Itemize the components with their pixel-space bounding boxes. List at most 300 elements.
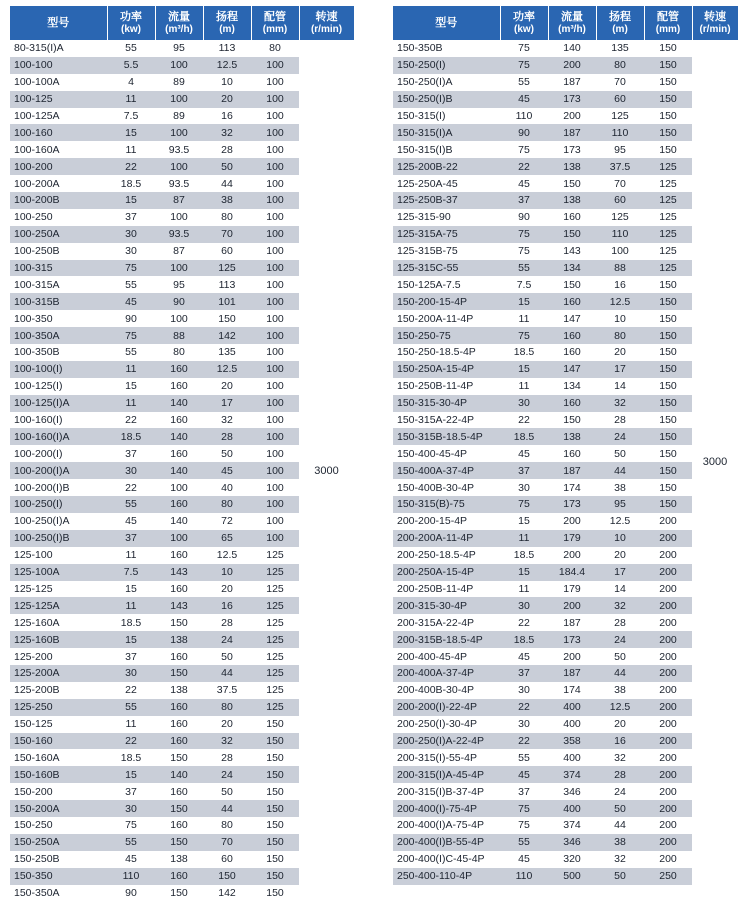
cell-flow: 100 <box>155 124 203 141</box>
cell-model: 200-315(I)B-37-4P <box>393 783 500 800</box>
table-row <box>393 648 738 665</box>
table-row <box>393 310 738 327</box>
cell-model: 125-100A <box>10 564 107 581</box>
cell-head: 24 <box>596 428 644 445</box>
cell-head: 14 <box>596 581 644 598</box>
cell-head: 28 <box>596 766 644 783</box>
cell-power: 110 <box>107 868 155 885</box>
cell-power: 5.5 <box>107 57 155 74</box>
cell-model: 150-160B <box>10 766 107 783</box>
cell-flow: 174 <box>548 479 596 496</box>
cell-pipe: 200 <box>644 766 692 783</box>
cell-flow: 100 <box>155 209 203 226</box>
cell-power: 55 <box>107 496 155 513</box>
cell-power: 15 <box>107 581 155 598</box>
cell-power: 45 <box>107 293 155 310</box>
cell-pipe: 150 <box>251 733 299 750</box>
table-row <box>393 614 738 631</box>
cell-power: 45 <box>107 851 155 868</box>
cell-model: 100-250A <box>10 226 107 243</box>
cell-power: 22 <box>107 733 155 750</box>
cell-pipe: 100 <box>251 192 299 209</box>
cell-pipe: 125 <box>644 192 692 209</box>
cell-head: 50 <box>203 158 251 175</box>
cell-head: 44 <box>203 665 251 682</box>
table-row <box>393 631 738 648</box>
cell-power: 18.5 <box>500 631 548 648</box>
table-row <box>393 344 738 361</box>
cell-pipe: 100 <box>251 395 299 412</box>
cell-flow: 400 <box>548 699 596 716</box>
cell-power: 55 <box>107 834 155 851</box>
cell-flow: 138 <box>548 428 596 445</box>
cell-power: 90 <box>107 885 155 902</box>
cell-head: 80 <box>596 57 644 74</box>
cell-power: 15 <box>107 631 155 648</box>
cell-pipe: 100 <box>251 175 299 192</box>
cell-pipe: 200 <box>644 800 692 817</box>
cell-flow: 187 <box>548 665 596 682</box>
cell-pipe: 150 <box>644 74 692 91</box>
cell-power: 37 <box>500 192 548 209</box>
cell-flow: 160 <box>155 412 203 429</box>
cell-head: 38 <box>596 682 644 699</box>
cell-model: 150-200 <box>10 783 107 800</box>
cell-head: 80 <box>203 496 251 513</box>
cell-power: 15 <box>500 564 548 581</box>
cell-pipe: 150 <box>251 868 299 885</box>
cell-power: 30 <box>107 226 155 243</box>
cell-flow: 134 <box>548 378 596 395</box>
cell-head: 125 <box>596 108 644 125</box>
cell-model: 200-250-18.5-4P <box>393 547 500 564</box>
cell-model: 125-315-90 <box>393 209 500 226</box>
cell-pipe: 200 <box>644 547 692 564</box>
table-row <box>393 462 738 479</box>
cell-pipe: 100 <box>251 243 299 260</box>
cell-model: 125-250B-37 <box>393 192 500 209</box>
header-model: 型号 <box>393 6 500 40</box>
cell-head: 150 <box>203 868 251 885</box>
cell-pipe: 150 <box>644 395 692 412</box>
cell-model: 150-200A-11-4P <box>393 310 500 327</box>
cell-model: 200-400A-37-4P <box>393 665 500 682</box>
header-model: 型号 <box>10 6 107 40</box>
cell-pipe: 100 <box>251 74 299 91</box>
cell-model: 100-100A <box>10 74 107 91</box>
table-row <box>393 496 738 513</box>
cell-power: 55 <box>107 276 155 293</box>
cell-model: 100-350B <box>10 344 107 361</box>
cell-flow: 374 <box>548 817 596 834</box>
cell-head: 45 <box>203 462 251 479</box>
cell-flow: 160 <box>548 293 596 310</box>
cell-power: 18.5 <box>500 547 548 564</box>
cell-flow: 150 <box>155 885 203 902</box>
cell-pipe: 200 <box>644 851 692 868</box>
table-row <box>393 682 738 699</box>
cell-model: 150-400A-37-4P <box>393 462 500 479</box>
cell-model: 100-200(I)A <box>10 462 107 479</box>
cell-model: 125-315B-75 <box>393 243 500 260</box>
cell-pipe: 150 <box>644 276 692 293</box>
cell-power: 22 <box>500 733 548 750</box>
table-row <box>393 800 738 817</box>
table-row <box>393 192 738 209</box>
cell-head: 95 <box>596 141 644 158</box>
cell-pipe: 150 <box>251 749 299 766</box>
table-row <box>393 40 738 57</box>
cell-head: 101 <box>203 293 251 310</box>
cell-flow: 500 <box>548 868 596 885</box>
cell-model: 100-200(I)B <box>10 479 107 496</box>
cell-power: 75 <box>107 260 155 277</box>
table-row <box>393 91 738 108</box>
cell-pipe: 125 <box>644 158 692 175</box>
cell-model: 100-250(I)A <box>10 513 107 530</box>
cell-model: 125-250A-45 <box>393 175 500 192</box>
cell-pipe: 150 <box>644 310 692 327</box>
cell-flow: 150 <box>155 800 203 817</box>
table-row <box>393 378 738 395</box>
cell-power: 18.5 <box>107 614 155 631</box>
cell-power: 22 <box>500 699 548 716</box>
cell-power: 11 <box>107 597 155 614</box>
cell-power: 11 <box>107 361 155 378</box>
cell-model: 150-250(I)B <box>393 91 500 108</box>
cell-flow: 174 <box>548 682 596 699</box>
cell-power: 30 <box>107 800 155 817</box>
cell-pipe: 150 <box>644 327 692 344</box>
cell-head: 20 <box>203 378 251 395</box>
cell-power: 7.5 <box>107 564 155 581</box>
cell-head: 100 <box>596 243 644 260</box>
cell-model: 125-200A <box>10 665 107 682</box>
cell-pipe: 100 <box>251 293 299 310</box>
cell-head: 110 <box>596 226 644 243</box>
cell-pipe: 150 <box>644 108 692 125</box>
cell-model: 125-125A <box>10 597 107 614</box>
cell-model: 100-250(I)B <box>10 530 107 547</box>
cell-pipe: 125 <box>251 614 299 631</box>
cell-pipe: 100 <box>251 378 299 395</box>
cell-flow: 100 <box>155 91 203 108</box>
cell-pipe: 125 <box>644 243 692 260</box>
cell-model: 200-400(I)C-45-4P <box>393 851 500 868</box>
cell-power: 45 <box>500 766 548 783</box>
table-row <box>393 108 738 125</box>
table-row <box>393 597 738 614</box>
cell-flow: 160 <box>548 344 596 361</box>
cell-pipe: 150 <box>644 91 692 108</box>
cell-flow: 140 <box>548 40 596 57</box>
cell-head: 50 <box>203 648 251 665</box>
cell-pipe: 150 <box>644 344 692 361</box>
cell-head: 125 <box>596 209 644 226</box>
cell-power: 11 <box>500 378 548 395</box>
cell-model: 125-315C-55 <box>393 260 500 277</box>
cell-pipe: 100 <box>251 327 299 344</box>
cell-flow: 184.4 <box>548 564 596 581</box>
cell-power: 55 <box>107 40 155 57</box>
cell-pipe: 150 <box>644 141 692 158</box>
cell-pipe: 150 <box>644 445 692 462</box>
cell-pipe: 200 <box>644 716 692 733</box>
cell-flow: 138 <box>548 192 596 209</box>
cell-head: 70 <box>596 74 644 91</box>
cell-head: 24 <box>596 783 644 800</box>
cell-flow: 150 <box>155 834 203 851</box>
cell-head: 24 <box>203 631 251 648</box>
table-row <box>393 226 738 243</box>
cell-flow: 320 <box>548 851 596 868</box>
cell-model: 200-250(I)-30-4P <box>393 716 500 733</box>
cell-flow: 93.5 <box>155 175 203 192</box>
cell-power: 37 <box>500 783 548 800</box>
pump-spec-table-right <box>393 6 739 885</box>
cell-power: 22 <box>500 158 548 175</box>
cell-model: 200-400(I)A-75-4P <box>393 817 500 834</box>
cell-power: 11 <box>107 716 155 733</box>
cell-flow: 173 <box>548 631 596 648</box>
cell-power: 18.5 <box>107 175 155 192</box>
cell-model: 100-160(I)A <box>10 428 107 445</box>
cell-flow: 138 <box>155 851 203 868</box>
cell-model: 200-200(I)-22-4P <box>393 699 500 716</box>
cell-power: 75 <box>500 243 548 260</box>
cell-head: 10 <box>203 564 251 581</box>
table-row <box>393 124 738 141</box>
table-row <box>393 74 738 91</box>
cell-flow: 88 <box>155 327 203 344</box>
cell-model: 125-125 <box>10 581 107 598</box>
table-row <box>393 665 738 682</box>
cell-head: 32 <box>203 412 251 429</box>
cell-model: 200-250B-11-4P <box>393 581 500 598</box>
cell-flow: 179 <box>548 530 596 547</box>
cell-pipe: 150 <box>644 57 692 74</box>
cell-pipe: 125 <box>644 209 692 226</box>
cell-model: 150-250A <box>10 834 107 851</box>
cell-flow: 160 <box>548 445 596 462</box>
cell-pipe: 150 <box>644 496 692 513</box>
cell-flow: 160 <box>155 817 203 834</box>
cell-flow: 173 <box>548 141 596 158</box>
header-speed: 转速 (r/min) <box>299 6 354 40</box>
cell-head: 16 <box>596 733 644 750</box>
cell-model: 150-200A <box>10 800 107 817</box>
cell-speed: 3000 <box>299 40 354 901</box>
cell-power: 75 <box>107 817 155 834</box>
table-row <box>393 260 738 277</box>
pump-spec-table-left <box>10 6 355 901</box>
cell-pipe: 200 <box>644 530 692 547</box>
cell-power: 22 <box>500 412 548 429</box>
cell-head: 28 <box>596 614 644 631</box>
cell-model: 150-125A-7.5 <box>393 276 500 293</box>
cell-pipe: 125 <box>251 699 299 716</box>
cell-model: 100-125 <box>10 91 107 108</box>
cell-pipe: 100 <box>251 479 299 496</box>
cell-flow: 100 <box>155 57 203 74</box>
cell-head: 16 <box>596 276 644 293</box>
table-row <box>393 428 738 445</box>
cell-head: 16 <box>203 108 251 125</box>
cell-head: 12.5 <box>203 547 251 564</box>
cell-head: 32 <box>203 124 251 141</box>
cell-model: 200-315(I)-55-4P <box>393 749 500 766</box>
cell-model: 250-400-110-4P <box>393 868 500 885</box>
cell-head: 50 <box>203 445 251 462</box>
cell-model: 100-350A <box>10 327 107 344</box>
cell-head: 40 <box>203 479 251 496</box>
cell-power: 7.5 <box>500 276 548 293</box>
cell-pipe: 100 <box>251 276 299 293</box>
table-row <box>393 817 738 834</box>
cell-model: 150-315(I)A <box>393 124 500 141</box>
cell-pipe: 125 <box>251 597 299 614</box>
cell-pipe: 125 <box>251 581 299 598</box>
cell-pipe: 100 <box>251 57 299 74</box>
table-row <box>393 327 738 344</box>
cell-model: 150-250-75 <box>393 327 500 344</box>
cell-flow: 147 <box>548 310 596 327</box>
header-flow: 流量 (m³/h) <box>548 6 596 40</box>
cell-pipe: 250 <box>644 868 692 885</box>
cell-power: 18.5 <box>500 344 548 361</box>
cell-pipe: 100 <box>251 124 299 141</box>
cell-model: 150-350A <box>10 885 107 902</box>
cell-power: 15 <box>107 192 155 209</box>
cell-pipe: 100 <box>251 428 299 445</box>
cell-pipe: 125 <box>251 631 299 648</box>
cell-flow: 400 <box>548 749 596 766</box>
cell-power: 22 <box>107 479 155 496</box>
cell-model: 150-160A <box>10 749 107 766</box>
cell-power: 22 <box>500 614 548 631</box>
cell-power: 37 <box>500 462 548 479</box>
cell-flow: 200 <box>548 57 596 74</box>
cell-power: 30 <box>500 395 548 412</box>
cell-flow: 150 <box>548 175 596 192</box>
cell-flow: 138 <box>155 682 203 699</box>
cell-power: 18.5 <box>107 428 155 445</box>
cell-head: 28 <box>203 614 251 631</box>
cell-pipe: 100 <box>251 496 299 513</box>
cell-flow: 138 <box>548 158 596 175</box>
cell-power: 11 <box>500 310 548 327</box>
cell-head: 28 <box>596 412 644 429</box>
cell-pipe: 100 <box>251 462 299 479</box>
cell-power: 75 <box>500 800 548 817</box>
cell-model: 200-315A-22-4P <box>393 614 500 631</box>
cell-flow: 150 <box>548 276 596 293</box>
cell-head: 32 <box>596 395 644 412</box>
cell-flow: 200 <box>548 547 596 564</box>
cell-head: 16 <box>203 597 251 614</box>
cell-model: 150-350 <box>10 868 107 885</box>
cell-power: 11 <box>107 141 155 158</box>
cell-head: 17 <box>596 564 644 581</box>
cell-flow: 400 <box>548 716 596 733</box>
cell-model: 200-200-15-4P <box>393 513 500 530</box>
cell-flow: 80 <box>155 344 203 361</box>
cell-model: 100-250B <box>10 243 107 260</box>
cell-flow: 200 <box>548 513 596 530</box>
cell-power: 11 <box>107 91 155 108</box>
cell-power: 55 <box>107 699 155 716</box>
cell-model: 150-200-15-4P <box>393 293 500 310</box>
cell-head: 70 <box>596 175 644 192</box>
cell-power: 30 <box>107 665 155 682</box>
cell-model: 125-160B <box>10 631 107 648</box>
cell-model: 100-160(I) <box>10 412 107 429</box>
cell-flow: 173 <box>548 496 596 513</box>
table-row <box>393 361 738 378</box>
table-row <box>393 175 738 192</box>
cell-flow: 150 <box>155 614 203 631</box>
cell-pipe: 200 <box>644 597 692 614</box>
cell-flow: 374 <box>548 766 596 783</box>
cell-model: 150-250(I) <box>393 57 500 74</box>
cell-power: 90 <box>107 310 155 327</box>
cell-head: 88 <box>596 260 644 277</box>
cell-head: 32 <box>596 597 644 614</box>
cell-power: 45 <box>107 513 155 530</box>
cell-model: 150-315-30-4P <box>393 395 500 412</box>
cell-flow: 143 <box>155 597 203 614</box>
cell-power: 90 <box>500 124 548 141</box>
cell-flow: 100 <box>155 310 203 327</box>
table-row <box>10 40 354 57</box>
cell-power: 11 <box>500 530 548 547</box>
cell-pipe: 200 <box>644 817 692 834</box>
cell-speed: 3000 <box>692 40 738 885</box>
cell-head: 50 <box>596 648 644 665</box>
cell-pipe: 125 <box>251 547 299 564</box>
cell-model: 125-200B-22 <box>393 158 500 175</box>
cell-model: 100-315A <box>10 276 107 293</box>
cell-model: 150-250A-15-4P <box>393 361 500 378</box>
cell-model: 100-125(I)A <box>10 395 107 412</box>
cell-pipe: 150 <box>251 851 299 868</box>
cell-pipe: 150 <box>644 428 692 445</box>
cell-power: 110 <box>500 108 548 125</box>
cell-head: 80 <box>203 817 251 834</box>
cell-head: 12.5 <box>596 293 644 310</box>
cell-power: 45 <box>500 648 548 665</box>
cell-head: 37.5 <box>596 158 644 175</box>
cell-head: 14 <box>596 378 644 395</box>
table-row <box>393 868 738 885</box>
cell-head: 20 <box>203 91 251 108</box>
cell-power: 37 <box>107 648 155 665</box>
cell-head: 60 <box>596 192 644 209</box>
cell-head: 50 <box>596 868 644 885</box>
cell-pipe: 125 <box>644 260 692 277</box>
cell-pipe: 100 <box>251 226 299 243</box>
cell-power: 18.5 <box>107 749 155 766</box>
cell-flow: 95 <box>155 40 203 57</box>
cell-power: 37 <box>107 445 155 462</box>
cell-model: 100-200(I) <box>10 445 107 462</box>
cell-pipe: 100 <box>251 158 299 175</box>
cell-pipe: 80 <box>251 40 299 57</box>
cell-model: 200-250A-15-4P <box>393 564 500 581</box>
cell-power: 45 <box>500 445 548 462</box>
cell-power: 37 <box>107 783 155 800</box>
cell-pipe: 100 <box>251 530 299 547</box>
